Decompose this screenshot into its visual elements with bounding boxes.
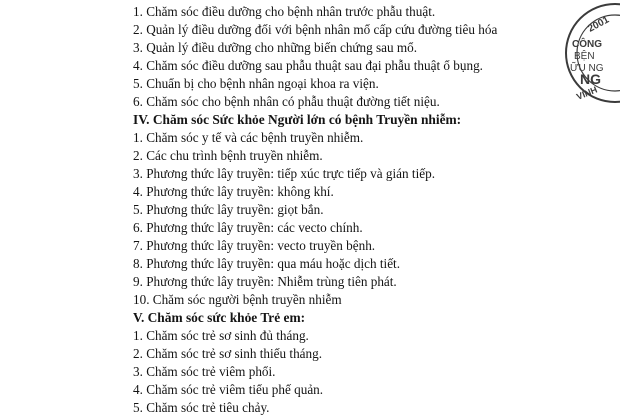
- list-item: 9. Phương thức lây truyền: Nhiễm trùng tiên phát.: [133, 274, 397, 289]
- list-item: 5. Chuẩn bị cho bệnh nhân ngoại khoa ra viện.: [133, 76, 379, 91]
- svg-text:NG: NG: [580, 71, 601, 87]
- list-item: 8. Phương thức lây truyền: qua máu hoặc dịch tiết.: [133, 256, 401, 271]
- list-item: 6. Chăm sóc cho bệnh nhân có phẫu thuật đường tiết niệu.: [133, 94, 440, 109]
- list-item: 5. Chăm sóc trẻ tiêu chảy.: [133, 400, 270, 415]
- list-item: 4. Phương thức lây truyền: không khí.: [133, 184, 334, 199]
- list-item: 7. Phương thức lây truyền: vecto truyền bệnh.: [133, 238, 376, 253]
- list-item: 1. Chăm sóc điều dưỡng cho bệnh nhân trước phẫu thuật.: [133, 4, 436, 19]
- official-stamp: [564, 2, 620, 104]
- list-item: 3. Phương thức lây truyền: tiếp xúc trực tiếp và gián tiếp.: [133, 166, 435, 181]
- svg-text:BỆN: BỆN: [574, 51, 595, 62]
- list-item: 10. Chăm sóc người bệnh truyền nhiễm: [133, 292, 342, 307]
- list-item: 2. Các chu trình bệnh truyền nhiễm.: [133, 148, 323, 163]
- list-item: 3. Quản lý điều dưỡng cho những biến chứng sau mổ.: [133, 40, 418, 55]
- list-item: 3. Chăm sóc trẻ viêm phổi.: [133, 364, 276, 379]
- stamp-seal: [564, 2, 620, 104]
- svg-text:2001: 2001: [586, 14, 612, 35]
- list-item: 4. Chăm sóc trẻ viêm tiểu phế quản.: [133, 382, 324, 397]
- list-item: 1. Chăm sóc y tế và các bệnh truyền nhiễm.: [133, 130, 364, 145]
- list-item: 2. Chăm sóc trẻ sơ sinh thiếu tháng.: [133, 346, 323, 361]
- list-item: 4. Chăm sóc điều dưỡng sau phẫu thuật sau đại phẫu thuật ổ bụng.: [133, 58, 483, 73]
- list-item: 5. Phương thức lây truyền: giọt bắn.: [133, 202, 324, 217]
- svg-text:ỮU NG: ỮU NG: [570, 63, 604, 74]
- section-heading: V. Chăm sóc sức khỏe Trẻ em:: [133, 310, 306, 325]
- svg-text:CÔNG: CÔNG: [572, 39, 602, 50]
- list-item: 1. Chăm sóc trẻ sơ sinh đủ tháng.: [133, 328, 309, 343]
- section-heading: IV. Chăm sóc Sức khỏe Người lớn có bệnh Truyền nhiễm:: [133, 112, 462, 127]
- list-item: 2. Quản lý điều dưỡng đối với bệnh nhân mổ cấp cứu đường tiêu hóa: [133, 22, 498, 37]
- svg-text:VINH: VINH: [575, 84, 599, 102]
- list-item: 6. Phương thức lây truyền: các vecto chính.: [133, 220, 363, 235]
